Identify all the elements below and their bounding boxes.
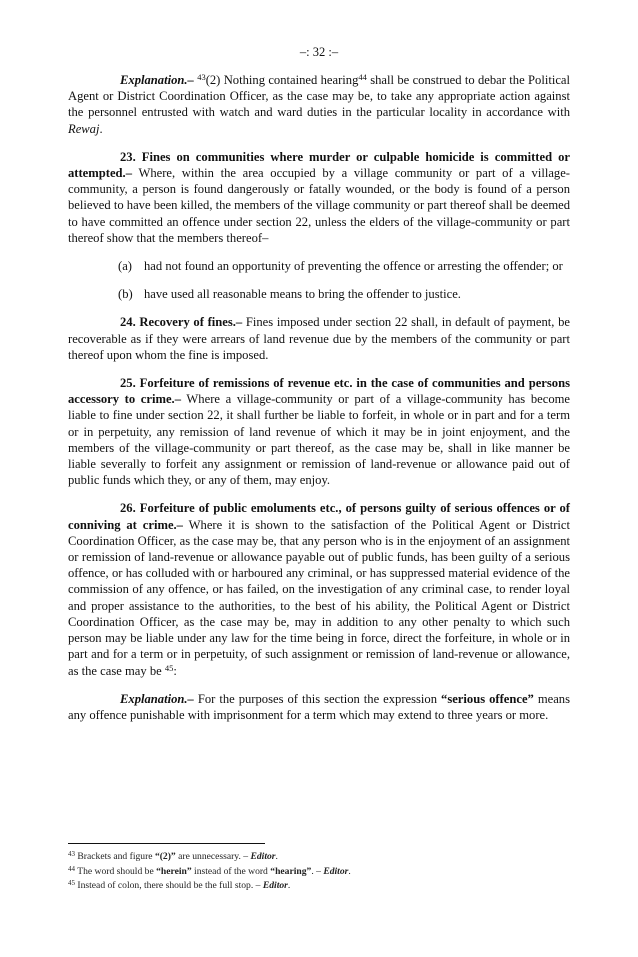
clause-b-label: (b) [118,287,133,302]
footnote-45: $^{45}$ Instead of colon, there should be the full stop. – Editor. [68,879,291,891]
section-23 [68,149,570,246]
document-page [68,44,570,723]
section-24-heading: 24. Recovery of fines.– [120,315,243,330]
section-26-text: Where it is shown to the satisfaction of the Political Agent or District Coordination Officer, as the case may be, that any person who is in the enjoyment of an assignment or remission of land-revenue or allowance payable out of public funds, has been guilty of a serious offence, or has colluded with or harboured any criminal, or has suppressed material evidence of the commission of any offence, or has failed, on the investigation of any criminal case, to render loyal and proper assistance to the authorities, to the best of his ability, the Political Agent or District Coordination Officer, as the case may be, may in addition to any other penalty to which such person may be liable under any law for the time being in force, direct the forfeiture, in whole or in part and for a term or in perpetuity, of such assignment or remission of land-revenue or allowance, as the case may be [68,517,571,678]
footnote-ref-44[interactable]: 44 [358,72,367,82]
section-23-text: Where, within the area occupied by a village community or part of a village-community, a person is found dangerously or fatally wounded, or the body is found of a person believed to have been killed, the members of the village community or part thereof shall be deemed to have committed an offence under section 22, unless the elders of the village-community or part thereof show that the members thereof– [68,166,570,245]
explanation-label-2: Explanation.– [120,691,194,706]
section-24 [68,314,570,363]
section-26-heading: 26. Forfeiture of public emoluments etc., of persons guilty of serious offences or of conniving at crime.– [68,501,570,532]
footnote-divider [68,843,265,844]
page-number: –: 32 :– [299,45,339,59]
section-23-heading: 23. Fines on communities where murder or culpable homicide is committed or attempted.– [68,149,570,181]
serious-offence-term: “serious offence” [441,691,534,706]
footnote-ref-45[interactable]: 45 [164,662,174,673]
explanation-label: Explanation.– [120,73,194,87]
explanation-paragraph-2: Explanation.– For the purposes of this section the expression “serious offence” means any offence punishable with imprisonment for a term which may extend to three years or more. [68,691,571,722]
section-25 [68,375,570,488]
clause-b [68,286,570,302]
section-25-heading: 25. Forfeiture of remissions of revenue etc. in the case of communities and persons accessory to crime.– [68,376,570,407]
clause-a [68,258,570,274]
section-24-text: Fines imposed under section 22 shall, in default of payment, be recoverable as if they were arrears of land revenue due by the members of the community or part thereof upon whom the fine is imposed. [68,315,570,362]
footnotes [68,843,570,894]
footnote-ref-43[interactable]: 43 [197,72,206,82]
explanation-paragraph-1: Explanation.– $^{43}$(2) Nothing contained hearing$^{44}$ shall be construed to debar the Political Agent or District Coordination Officer, as the case may be, to take any appropriate action against the personnel entrusted with watch and ward duties in the particular locality in accordance with Rewaj. [68,72,570,136]
section-26: 26. Forfeiture of public emoluments etc., of persons guilty of serious offences or of conniving at crime.– Where it is shown to the satisfaction of the Political Agent or District Coordination Officer, as the case may be, that any person who is in the enjoyment of an assignment or remission of land-revenue or allowance payable out of public funds, has been guilty of a serious offence, or has colluded with or harboured any criminal, or has suppressed material evidence of the commission of any offence, or has failed, on the investigation of any criminal case, to render loyal and proper assistance to the authorities, to the best of his ability, the Political Agent or District Coordination Officer, as the case may be, may in addition to any other penalty to which such person may be liable under any law for the time being in force, direct the forfeiture, in whole or in part and for a term or in perpetuity, of such assignment or remission of land-revenue or allowance, as the case may be $^{45}$: [68,501,571,678]
clause-a-label: (a) [118,259,132,274]
section-25-text: Where a village-community or part of a village-community has become liable to fine under section 22, it shall further be liable to forfeit, in whole or in part and for a term or in perpetuity, any remission of land revenue of which it may be in joint enjoyment, and the members of the village-community or part thereof, as the case may be, shall in like manner be liable severally to forfeit any assignment or remission of land-revenue or allowance paid out of public funds which they, or any of them, may enjoy. [68,392,570,488]
clause-a-text: had not found an opportunity of preventing the offence or arresting the offender; or [144,259,563,274]
footnote-44: $^{44}$ The word should be “herein” instead of the word “hearing”. – Editor. [68,864,351,877]
footnote-43: $^{43}$ Brackets and figure “(2)” are unnecessary. – Editor. [68,850,278,862]
clause-b-text: have used all reasonable means to bring the offender to justice. [144,287,461,302]
